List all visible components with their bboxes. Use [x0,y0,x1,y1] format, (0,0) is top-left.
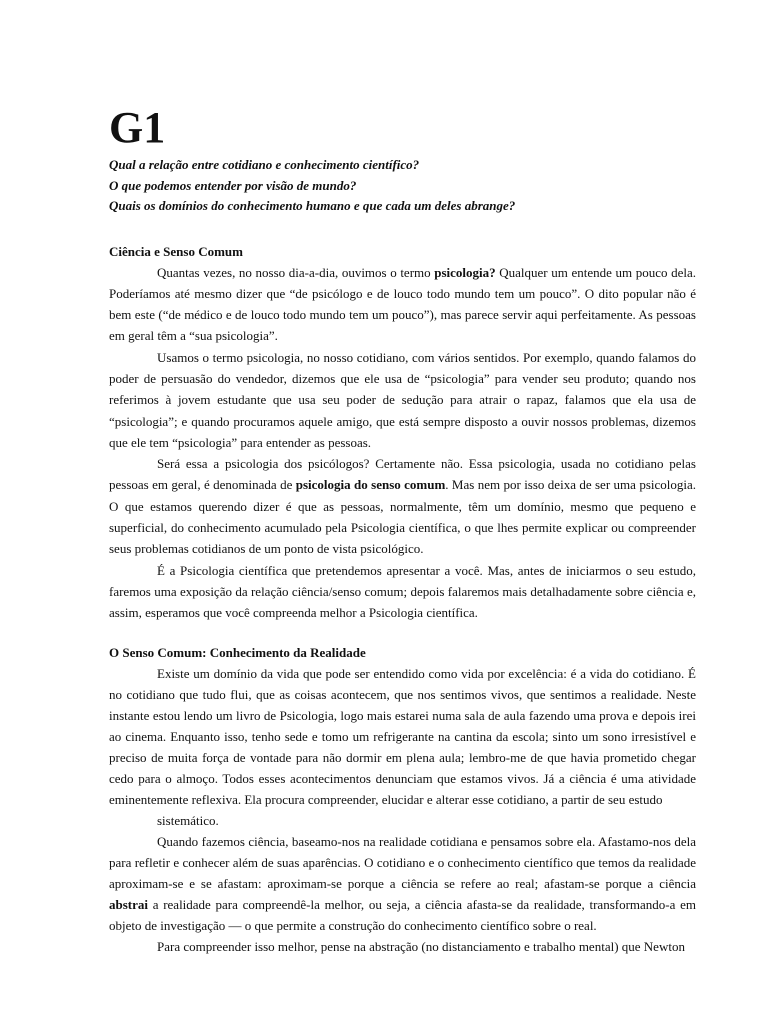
section-ciencia-senso-comum [109,242,696,624]
paragraph: Usamos o termo psicologia, no nosso cotidiano, com vários sentidos. Por exemplo, quando falamos do poder de persuasão do vendedor, dizemos que ele usa de “psicologia” para vender seu produto; quando nos referimos à jovem estudante que usa seu poder de sedução para atrair o rapaz, falamos que ela usa de “psicologia”; e quando procuramos aquele amigo, que está sempre disposto a ouvir nossos problemas, dizemos que ele tem “psicologia” para entender as pessoas. [109,349,696,450]
document-page [109,104,696,957]
guiding-questions [109,155,696,217]
paragraph-text: a realidade para compreendê-la melhor, ou seja, a ciência afasta-se da realidade, transformando-a em objeto de investigação — o que permite a construção do conhecimento científico sobre o real. [109,896,696,933]
bold-term: psicologia do senso comum [295,477,446,493]
paragraph: É a Psicologia científica que pretendemos apresentar a você. Mas, antes de iniciarmos o seu estudo, faremos uma exposição da relação ciência/senso comum; depois falaremos mais detalhadamente sobre ciência e, assim, esperamos que você compreenda melhor a Psicologia científica. [109,562,696,621]
section-senso-comum-realidade [109,643,696,957]
paragraph-text: Quando fazemos ciência, baseamo-nos na realidade cotidiana e pensamos sobre ela. Afastamo-nos dela para refletir e conhecer além de suas aparências. O cotidiano e o conhecimento científico que temos da realidade aproximam-se e se afastam: aproximam-se porque a ciência se refere ao real; afastam-se porque a ciência [109,833,696,891]
question-1: Qual a relação entre cotidiano e conhecimento científico? [109,157,420,172]
paragraph [109,453,696,559]
paragraph-text: Será essa a psicologia dos psicólogos? Certamente não. Essa psicologia, usada no cotidiano pelas pessoas em geral, é denominada de [109,456,696,493]
paragraph-continuation: sistemático. [157,812,219,828]
bold-term: psicologia? [434,264,496,280]
paragraph-text: Qualquer um entende um pouco dela. Poderíamos até mesmo dizer que “de psicólogo e de louco todo mundo tem um pouco”. O dito popular não é bem este (“de médico e de louco todo mundo tem um pouco”), mas parece servir aqui perfeitamente. As pessoas em geral têm a “sua psicologia”. [109,264,696,344]
paragraph: Para compreender isso melhor, pense na abstração (no distanciamento e trabalho mental) que Newton [157,938,685,954]
paragraph: Existe um domínio da vida que pode ser entendido como vida por excelência: é a vida do cotidiano. É no cotidiano que tudo flui, que as coisas acontecem, que nos sentimos vivos, que sentimos a realidade. Neste instante estou lendo um livro de Psicologia, logo mais estarei numa sala de aula fazendo uma prova e depois irei ao cinema. Enquanto isso, tenho sede e tomo um refrigerante na cantina da escola; sinto um sono irresistível e preciso de muita força de vontade para não dormir em plena aula; lembro-me de que havia prometido chegar cedo para o almoço. Todos esses acontecimentos denunciam que estamos vivos. Já a ciência é uma atividade eminentemente reflexiva. Ela procura compreender, elucidar e alterar esse cotidiano, a partir de seu estudo [109,665,696,807]
section-heading: O Senso Comum: Conhecimento da Realidade [109,644,366,660]
paragraph-text: . Mas nem por isso deixa de ser uma psicologia. O que estamos querendo dizer é que as pessoas, normalmente, têm um domínio, mesmo que pequeno e superficial, do conhecimento acumulado pela Psicologia científica, o que lhes permite explicar ou compreender seus problemas cotidianos de um ponto de vista psicológico. [109,477,696,557]
section-heading: Ciência e Senso Comum [109,243,243,259]
question-3: Quais os domínios do conhecimento humano e que cada um deles abrange? [109,198,516,213]
document-title: G1 [109,103,166,152]
bold-term: abstrai [109,896,148,912]
paragraph-text: Quantas vezes, no nosso dia-a-dia, ouvimos o termo [157,264,435,280]
paragraph [109,262,696,347]
paragraph [109,831,696,936]
question-2: O que podemos entender por visão de mundo? [109,177,357,193]
